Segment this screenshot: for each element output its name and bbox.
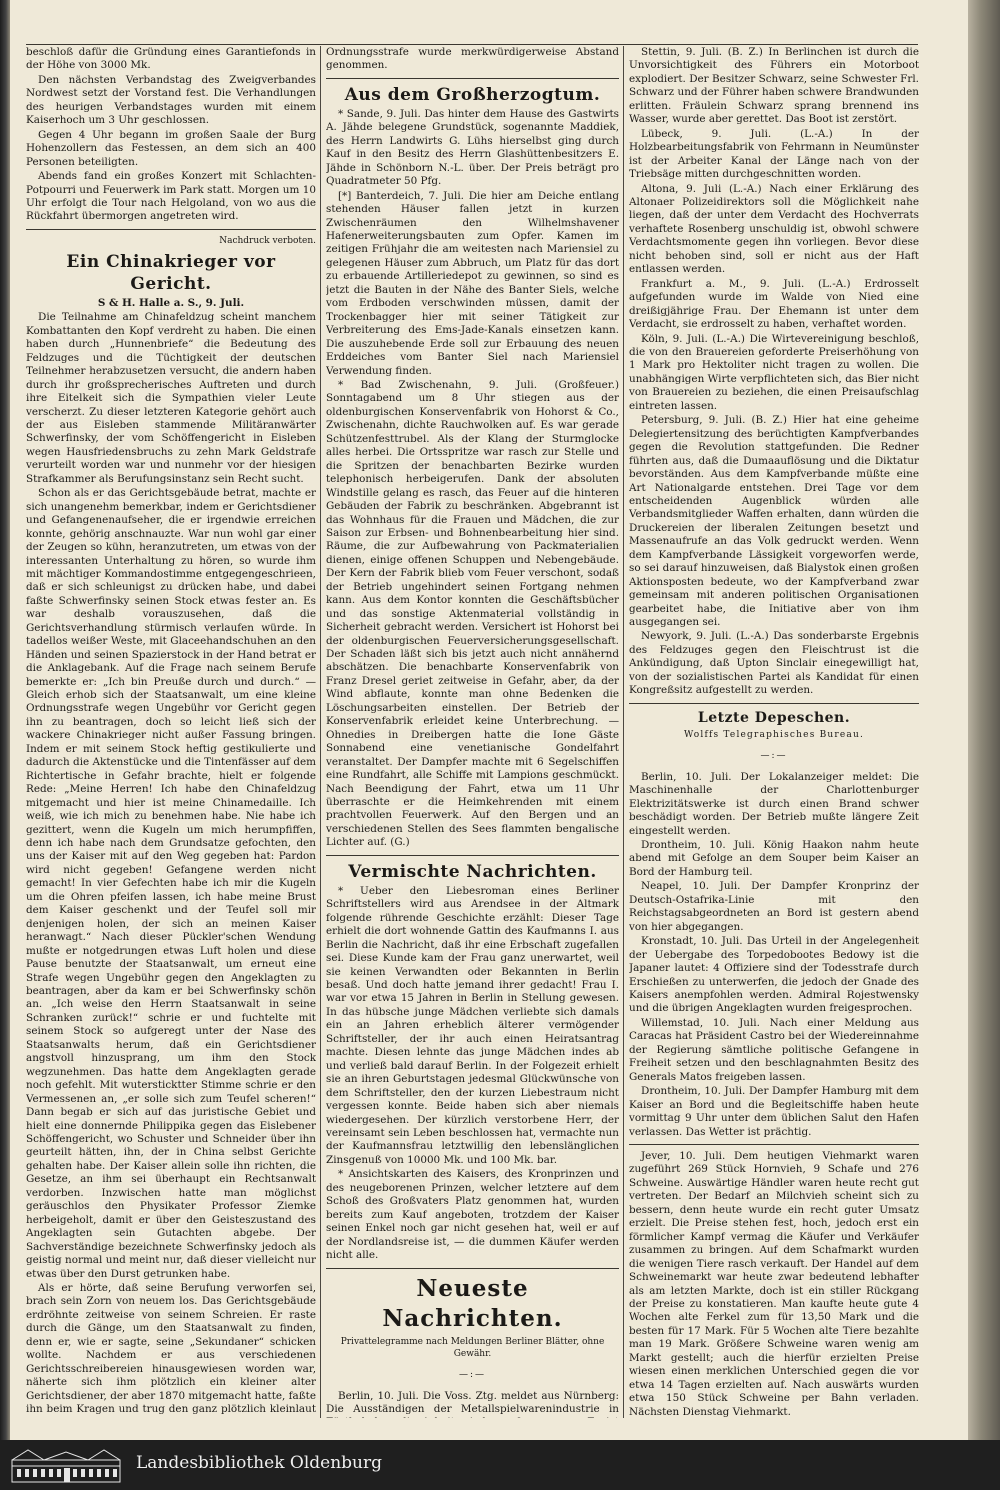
col1-divider	[26, 229, 316, 230]
top-rule	[26, 44, 918, 45]
col1-intro-2: Den nächsten Verbandstag des Zweigverbandes Nordwest setzt der Vorstand fest. Die Verhandlungen des heurigen Verbandstages wurden mit einem Kaiserhoch um 3 Uhr geschlossen.	[26, 73, 316, 127]
section-title-grossherzogtum: Aus dem Großherzogtum.	[344, 84, 601, 105]
col2-divider-3	[326, 1268, 619, 1269]
market-jever: Jever, 10. Juli. Dem heutigen Viehmarkt waren zugeführt 269 Stück Hornvieh, 9 Schafe und 276 Schweine. Auswärtige Händler waren heute recht gut vertreten. Der Bedarf an Milchvieh scheint sich zu bessern, denn heute wurde ein recht guter Umsatz erzielt. Die Preise stehen fest, hoch, jedoch erst ein förmlicher Kampf vermag die Käufer und Verkäufer zusammen zu bringen. Auf dem Schafmarkt wurden die wenigen Tiere rasch verkauft. Der Handel auf dem Schweinemarkt war heute zwar bedeutend lebhafter als am letzten Markte, doch ist ein stiller Rückgang der Preise zu konstatieren. Man kaufte heute gute 4 Wochen alte Ferkel zum für 13,50 Mark und die besten für 17 Mark. Für 5 Wochen alte Tiere bezahlte man 19 Mark. Größere Schweine waren wenig am Markt gestellt; auch die hierfür erzielten Preise wiesen einen merklichen Unterschied gegen die vor etwa 14 Tagen erzielten auf. Nach auswärts wurden etwa 150 Stück Schweine per Bahn verladen. Nächsten Dienstag Viehmarkt.	[629, 1149, 919, 1418]
depesche-kronstadt: Kronstadt, 10. Juli. Das Urteil in der Angelegenheit der Uebergabe des Torpedobootes Bedowy ist die Japaner lautet: 4 Offiziere sind der Todesstrafe durch Erschießen zu unterwerfen, die jedoch der Gnade des Kaisers anempfohlen werden. Admiral Rojestwensky und die übrigen Angeklagten wurden freigesprochen.	[629, 935, 919, 1015]
newspaper-page	[10, 0, 968, 1440]
article-paragraph-2: Schon als er das Gerichtsgebäude betrat, machte er sich unangenehm bemerkbar, indem er Gerichtsdiener und Gefangenenaufseher, die er irgendwie erreichen konnte, gehörig anschnauzte. War nun wohl gar einer der Zeugen so kühn, heranzutreten, um etwas von der interessanten Unterhaltung zu hören, so wurde ihm mit mächtiger Kommandostimme entgegengeschrieen, daß er sich schleunigst zu drücken habe, und dabei faßte Schwerfinsky seinen Stock etwas fester an. Es war deshalb vorauszusehen, daß die Gerichtsverhandlung stürmisch verlaufen würde. In tadellos weißer Weste, mit Glaceehandschuhen an den Händen und seinen Spazierstock in der Hand betrat er die Anklagebank. Auf die Frage nach seinem Berufe bemerkte er: „Ich bin Preuße durch und durch.“ — Gleich erhob sich der Staatsanwalt, um eine kleine Ordnungsstrafe wegen Ungebühr vor Gericht gegen ihn zu beantragen, doch so leicht ließ sich der wackere Chinakrieger nicht außer Fassung bringen. Indem er mit seinem Stock heftig gestikulierte und dadurch die Aktenstücke und die Tintenfässer auf dem Richtertische in Gefahr brachte, hielt er folgende Rede: „Meine Herren! Ich habe den Chinafeldzug mitgemacht und hier ist meine Chinamedaille. Ich weiß, wie ich mich zu benehmen habe. Nie habe ich gezittert, wenn die Kugeln um mich herumpfiffen, denn ich habe nach dem Grundsatze gefochten, den uns der Kaiser mit auf den Weg gegeben hat: Pardon wird nicht gegeben! Gefangene werden nicht gemacht! In vier Gefechten habe ich mir die Kugeln um die Ohren pfeifen lassen, ich habe meine Brust dem Kaiser geschenkt und der Teufel soll mir denjenigen holen, der sich an meinen Kaiser heranwagt.“ Nach dieser Pückler'schen Wendung mußte er notgedrungen etwas Luft holen und diese Pause benutzte der Staatsanwalt, um erneut eine Strafe wegen Ungebühr gegen den Angeklagten zu beantragen, aber da kam er bei Schwerfinsky schön an. „Ich weise den Herrn Staatsanwalt in seine Schranken zurück!“ schrie er und fuchtelte mit seinem Stock so aufgeregt unter der Nase des Staatsanwalts herum, daß ein Gerichtsdiener angstvoll hinzusprang, um ihm den Stock wegzunehmen. Das hatte dem Angeklagten gerade noch gefehlt. Mit wutersticktter Stimme schrie er den Vermessenen an, „er solle sich zum Teufel scheren!“ Dann begab er sich auf das juristische Gebiet und hielt eine donnernde Philippika gegen das Eislebener Schöffengericht, wo Schuster und Schneider über ihn geurteilt hätten, ihn, der in China selbst Gerichte gehalten habe. Der Kaiser allein solle ihn richten, die Gesetze, an ihm sei überhaupt ein Rechtsanwalt verdorben. Inzwischen hatte man möglichst geräuschlos den Physikater Professor Ziemke herbeigeholt, damit er über den Geisteszustand des Angeklagten sein Gutachten abgebe. Der Sachverständige bezeichnete Schwerfinsky jedoch als geistig normal und meint nur, daß dieser vielleicht nur etwas über den Durst getrunken habe.	[26, 487, 316, 1280]
col3-divider-2	[629, 1144, 919, 1145]
column-rule-2	[623, 46, 624, 1418]
article-paragraph-3: Als er hörte, daß seine Berufung verworfen sei, brach sein Zorn von neuem los. Das Gerichtsgebäude erdröhnte zeitweise von seinem Schreien. Er raste durch die Gänge, um den Staatsanwalt zu finden, denn er, wie er sagte, seine „Sekundaner“ schicken wollte. Nachdem er aus verschiedenen Gerichtsschreibereien hinausgewiesen worden war, näherte sich ihm plötzlich ein kleiner alter Gerichtsdiener, der aber 1870 mitgemacht hatte, faßte ihn beim Kragen und trug den ganz plötzlich kleinlaut	[26, 1281, 316, 1416]
news-newyork: Newyork, 9. Juli. (L.-A.) Das sonderbarste Ergebnis des Feldzuges gegen den Fleischtrust ist die Ankündigung, daß Upton Sinclair einegewilligt hat, von der sozialistischen Partei als Kandidat für einen Kongreßsitz aufgestellt zu werden.	[629, 630, 919, 697]
section-ornament-1: —:—	[458, 1369, 487, 1380]
section-title-neueste: Neueste Nachrichten.	[382, 1274, 563, 1332]
news-stettin: Stettin, 9. Juli. (B. Z.) In Berlinchen ist durch die Unvorsichtigkeit des Führers ein Motorboot explodiert. Der Besitzer Schwarz, seine Schwester Frl. Schwarz und der Führer haben schwere Brandwunden erlitten. Fräulein Schwarz sprang brennend ins Wasser, wurde aber gerettet. Das Boot ist zerstört.	[629, 46, 919, 126]
column-rule-1	[320, 46, 321, 1418]
article-title-chinakrieger: Ein Chinakrieger vor Gericht.	[66, 251, 276, 294]
depesche-drontheim-1: Drontheim, 10. Juli. König Haakon nahm heute abend mit Gefolge an dem Souper beim Kaiser an Bord der Hamburg teil.	[629, 839, 919, 878]
depesche-willemstad: Willemstad, 10. Juli. Nach einer Meldung aus Caracas hat Präsident Castro bei der Wiedereinnahme der Regierung sämtliche politische Gefangene in Freiheit setzen und den beschlagnahmten Besitz des Generals Matos freigeben lassen.	[629, 1016, 919, 1083]
book-spine-shadow	[0, 0, 10, 1440]
col2-divider-1	[326, 78, 619, 79]
news-liebesroman: * Ueber den Liebesroman eines Berliner Schriftstellers wird aus Arendsee in der Altmark folgende rührende Geschichte erzählt: Dieser Tage erhielt die dort wohnende Gattin des Kaufmanns I. aus Berlin die Nachricht, daß ihr eine Erbschaft zugefallen sei. Diese Kunde kam der Frau ganz unerwartet, weil sie keinen Verwandten oder Bekannten in Berlin besaß. Und doch hatte jemand ihrer gedacht! Frau I. war vor etwa 15 Jahren in Berlin in Stellung gewesen. In das hübsche junge Mädchen verliebte sich damals ein an Jahren erheblich älterer vermögender Schriftsteller, der ihr auch einen Heiratsantrag machte. Diesen lehnte das junge Mädchen indes ab und verließ bald darauf Berlin. In der Folgezeit erhielt sie an ihren Geburtstagen jedesmal Glückwünsche von dem Schriftsteller, den der kurzen Liebestraum nicht vergessen konnte. Beide haben sich aber niemals wiedergesehen. Der kürzlich verstorbene Herr, der vereinsamt sein Leben beschlossen hat, vermachte nun der Kaufmannsfrau letztwillig den lebenslänglichen Zinsgenuß von 10000 Mk. und 100 Mk. bar.	[326, 884, 619, 1166]
depesche-neapel: Neapel, 10. Juli. Der Dampfer Kronprinz der Deutsch-Ostafrika-Linie mit den Reichstagsabgeordneten an Bord ist gestern abend von hier abgegangen.	[629, 880, 919, 933]
news-luebeck: Lübeck, 9. Juli. (L.-A.) In der Holzbearbeitungsfabrik von Fehrmann in Neumünster ist der Arbeiter Kanal der Länge nach von der Triebsäge mitten durchgeschnitten worden.	[629, 127, 919, 181]
col2-divider-2	[326, 855, 619, 856]
news-sande: * Sande, 9. Juli. Das hinter dem Hause des Gastwirts A. Jähde belegene Grundstück, sogenannte Maddiek, des Herrn Landwirts G. Lühs hierselbst ging durch Kauf in den Besitz des Herrn Glashüttenbesitzers E. Jähde in Schönborn N.-L. über. Der Preis beträgt pro Quadratmeter 50 Pfg.	[326, 107, 619, 188]
news-berlin-nuernberg: Berlin, 10. Juli. Die Voss. Ztg. meldet aus Nürnberg: Die Ausständigen der Metallspielwarenindustrie in	[326, 1389, 619, 1415]
section-ornament-2: —:—	[760, 750, 788, 761]
section-title-depeschen: Letzte Depeschen.	[697, 709, 851, 726]
section-title-vermischte: Vermischte Nachrichten.	[348, 861, 597, 882]
news-banterdeich: [*] Banterdeich, 7. Juli. Die hier am Deiche entlang stehenden Häuser fallen jetzt in kurzen Zwischenräumen den Wilhelmshavener Hafenerweiterungsbauten zum Opfer. Kamen im zeitigen Frühjahr die am weitesten nach Mariensiel zu gelegenen Häuser zum Abbruch, um Platz für das dort zu erbauende Artilleriedepot zu gewinnen, so sind es jetzt die Bauten in der Nähe des Banter Siels, welche vom Erdboden verschwinden müssen, damit der Trockenbagger hier mit seiner Tätigkeit zur Verbreiterung des Ems-Jade-Kanals einsetzen kann. Die auszuhebende Erde soll zur Erbauung des neuen Erddeiches vom Banter Siel nach Mariensiel Verwendung finden.	[326, 189, 619, 377]
news-bad-zwischenahn: * Bad Zwischenahn, 9. Juli. (Großfeuer.) Sonntagabend um 8 Uhr stiegen aus der oldenburgischen Konservenfabrik von Hohorst & Co., Zwischenahn, dichte Rauchwolken auf. Es war gerade Schützenfesttrubel. Als der Klang der Sturmglocke alles herbei. Die Ortsspritze war rasch zur Stelle und die Spritzen der benachbarten Bezirke wurden telephonisch herbeigerufen. Dank der absoluten Windstille gelang es rasch, das Feuer auf die hinteren Gebäuden der Fabrik zu beschränken. Abgebrannt ist das Wohnhaus für die Frauen und Mädchen, die zur Saison zur Erbsen- und Bohnenbearbeitung hier sind. Räume, die zur Aufbewahrung von Packmaterialien dienen, einige offenen Schuppen und Nebengebäude. Der Kern der Fabrik blieb vom Feuer verschont, sodaß der Betrieb ungehindert seinen Fortgang nehmen kann. Aus dem Kontor konnten die Geschäftsbücher und das sonstige Aktenmaterial vollständig in Sicherheit gebracht werden. Versichert ist Hohorst bei der oldenburgischen Feuerversicherungsgesellschaft. Der Schaden läßt sich bis jetzt auch nicht annähernd abschätzen. Die benachbarte Konservenfabrik von Franz Dresel geriet zeitweise in Gefahr, aber, da der Wind abflaute, konnte man ohne Bedenken die Löschungsarbeiten einstellen. Der Betrieb der Konservenfabrik erleidet keine Unterbrechung. — Ohnedies in Dreibergen hatte die Ione Gäste Sonnabend eine venetianische Gondelfahrt veranstaltet. Der Dampfer machte mit 6 Segelschiffen eine Rundfahrt, alle Schiffe mit Lampions geschmückt. Nach Beendigung der Fahrt, etwa um 11 Uhr überraschte er die Heimkehrenden mit einem prachtvollen Feuerwerk. Auf den Bergen und an verschiedenen Stellen des Sees flammten bengalische Lichter auf. (G.)	[326, 378, 619, 849]
depesche-drontheim-2: Drontheim, 10. Juli. Der Dampfer Hamburg mit dem Kaiser an Bord und die Begleitschiffe haben heute vormittag 9 Uhr unter dem üblichen Salut den Hafen verlassen. Das Wetter ist prächtig.	[629, 1085, 919, 1138]
library-name: Landesbibliothek Oldenburg	[136, 1453, 383, 1473]
news-koeln: Köln, 9. Juli. (L.-A.) Die Wirtevereinigung beschloß, die von den Brauereien geforderte Preiserhöhung von 1 Mark pro Hektoliter nicht tragen zu wollen. Die unabhängigen Wirte verpflichteten sich, das Bier nicht von Brauereien zu beziehen, die einen Preisaufschlag eintreten lassen.	[629, 332, 919, 412]
col1-intro-3: Gegen 4 Uhr begann im großen Saale der Burg Hohenzollern das Festessen, an dem sich an 400 Personen beteiligten.	[26, 128, 316, 168]
section-subtitle-neueste: Privattelegramme nach Meldungen Berliner Blätter, ohne Gewähr.	[340, 1336, 605, 1359]
col2-intro: Ordnungsstrafe wurde merkwürdigerweise Abstand genommen.	[326, 46, 619, 72]
column-1	[26, 46, 316, 1418]
news-frankfurt: Frankfurt a. M., 9. Juli. (L.-A.) Erdrosselt aufgefunden wurde im Walde von Nied eine dreißigjährige Frau. Der Ehemann ist unter dem Verdacht, sie erdrosselt zu haben, verhaftet worden.	[629, 277, 919, 331]
reprint-note: Nachdruck verboten.	[219, 235, 316, 246]
news-ansichtskarten: * Ansichtskarten des Kaisers, des Kronprinzen und des neugeborenen Prinzen, welcher letztere auf dem Schoß des Großvaters Platz genommen hat, wurden bereits zum Kauf angeboten, trotzdem der Kaiser seinen Enkel noch gar nicht gesehen hat, weil er auf der Nordlandsreise ist, — die dummen Käufer werden nicht alle.	[326, 1168, 619, 1262]
library-footer	[0, 1440, 1000, 1490]
page-edge-shadow	[968, 0, 1000, 1440]
col3-divider-1	[629, 703, 919, 704]
col1-intro-4: Abends fand ein großes Konzert mit Schlachten-Potpourri und Feuerwerk im Park statt. Morgen um 10 Uhr erfolgt die Tour nach Helgoland, von wo aus die Rückfahrt übermorgen angetreten wird.	[26, 170, 316, 223]
news-petersburg: Petersburg, 9. Juli. (B. Z.) Hier hat eine geheime Delegiertensitzung des berüchtigten Kampfverbandes gegen die Revolution stattgefunden. Die Redner führten aus, daß die Dumaauflösung und die Diktatur bevorständen. Aus dem Kampfverbande müßte eine Art Nationalgarde entstehen. Drei Tage vor dem entscheidenden Augenblick würden alle Verbandsmitglieder Waffen erhalten, dann würden die Druckereien der liberalen Zeitungen besetzt und Massenaufrufe an das Volk gedruckt werden. Wenn dem Kampfverbande Lässigkeit vorgeworfen werde, so sei darauf hinzuweisen, daß Bialystok einen großen Aktionsposten bedeute, wo der Kampfverband zwar gemeinsam mit anderen politischen Organisationen gearbeitet habe, die Initiative aber von ihm ausgegangen sei.	[629, 414, 919, 629]
column-2	[326, 46, 619, 1418]
depesche-berlin: Berlin, 10. Juli. Der Lokalanzeiger meldet: Die Maschinenhalle der Charlottenburger Elektrizitätswerke ist durch einen Brand schwer beschädigt worden. Der Betrieb mußte längere Zeit eingestellt werden.	[629, 770, 919, 837]
news-altona: Altona, 9. Juli (L.-A.) Nach einer Erklärung des Altonaer Polizeidirektors soll die Möglichkeit nahe liegen, daß der unter dem Verdacht des Hochverrats verhaftete Rosenberg unschuldig ist, obwohl schwere Verdachtsmomente gegen ihn vorliegen. Bevor diese nicht behoben sind, soll er nicht aus der Haft entlassen werden.	[629, 182, 919, 276]
library-building-logo-icon	[8, 1446, 124, 1484]
article-paragraph-1: Die Teilnahme am Chinafeldzug scheint manchem Kombattanten den Kopf verdreht zu haben. Die einen haben durch „Hunnenbriefe“ die Bedeutung des Feldzuges und die Tüchtigkeit der deutschen Teilnehmer herabzusetzen versucht, die andern haben durch ihr großsprecherisches Auftreten und durch ihre Eitelkeit sich die Sympathien vieler Leute verscherzt. Zu dieser letzteren Kategorie gehört auch der aus Eisleben stammende Militäranwärter Schwerfinsky, der vom Schöffengericht in Eisleben wegen Hausfriedensbruchs zu zehn Mark Geldstrafe verurteilt worden war und nunmehr vor der hiesigen Strafkammer als Berufungsinstanz sein Recht sucht.	[26, 311, 316, 485]
section-subtitle-wolff: Wolffs Telegraphisches Bureau.	[683, 729, 865, 740]
col1-intro-1: beschloß dafür die Gründung eines Garantiefonds in der Höhe von 3000 Mk.	[26, 46, 316, 72]
article-dateline: S & H. Halle a. S., 9. Juli.	[97, 296, 245, 309]
column-3	[629, 46, 919, 1418]
